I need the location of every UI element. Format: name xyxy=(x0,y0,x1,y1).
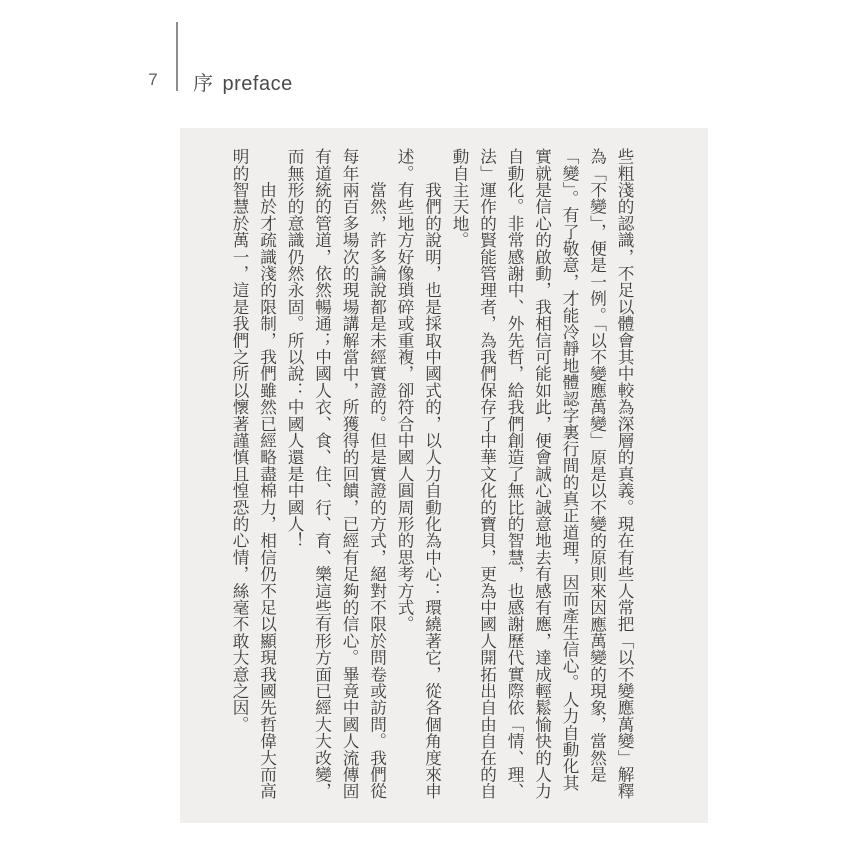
text-column: 些粗淺的認識，不足以體會其中較為深層的真義。現在有些人常把「以不變應萬變」解釋 xyxy=(615,148,634,800)
text-column: 為「不變」，便是一例。「以不變應萬變」原是以不變的原則來因應萬變的現象，當然是 xyxy=(587,148,607,783)
text-columns xyxy=(226,148,639,802)
text-column: 實就是信心的啟動，我相信可能如此，便會誠心誠意地去有感有應，達成輕鬆愉快的人力 xyxy=(532,148,552,800)
page-title-latin: preface xyxy=(222,73,293,95)
text-column: 法」運作的賢能管理者，為我們保存了中華文化的寶貝，更為中國人開拓出自由自在的自 xyxy=(477,148,497,800)
text-column: 明的智慧於萬一，這是我們之所以懷著謹慎且惶恐的心情，絲毫不敢大意之因。 xyxy=(230,148,249,733)
page-number: 7 xyxy=(148,70,158,89)
text-column: 動自主天地。 xyxy=(450,148,469,249)
text-column: 當然，許多論說都是未經實證的。但是實證的方式，絕對不限於問卷或訪問。我們從 xyxy=(367,148,387,800)
text-column: 自動化。非常感謝中、外先哲，給我們創造了無比的智慧，也感謝歷代實際依「情、理、 xyxy=(505,148,524,800)
page-title-cjk: 序 xyxy=(193,73,214,95)
content-panel xyxy=(180,128,708,823)
header-divider xyxy=(176,22,178,91)
text-column: 由於才疏識淺的限制，我們雖然已經略盡棉力，相信仍不足以顯現我國先哲偉大而高 xyxy=(257,148,277,800)
text-column: 「變」。有了敬意，才能冷靜地體認字裏行間的真正道理，因而產生信心。人力自動化其 xyxy=(560,148,579,791)
text-column: 每年兩百多場次的現場講解當中，所獲得的回饋，已經有足夠的信心。畢竟中國人流傳固 xyxy=(340,148,359,800)
page-title xyxy=(193,67,293,96)
text-column: 而無形的意識仍然永固。所以說：中國人還是中國人！ xyxy=(285,148,304,549)
text-column: 有道統的管道，依然暢通；中國人衣、食、住、行、育、樂這些有形方面已經大大改變， xyxy=(312,148,332,800)
text-column: 述。有些地方好像瑣碎或重複，卻符合中國人圓周形的思考方式。 xyxy=(395,148,414,633)
text-column: 我們的說明，也是採取中國式的，以人力自動化為中心：環繞著它，從各個角度來申 xyxy=(422,148,442,800)
